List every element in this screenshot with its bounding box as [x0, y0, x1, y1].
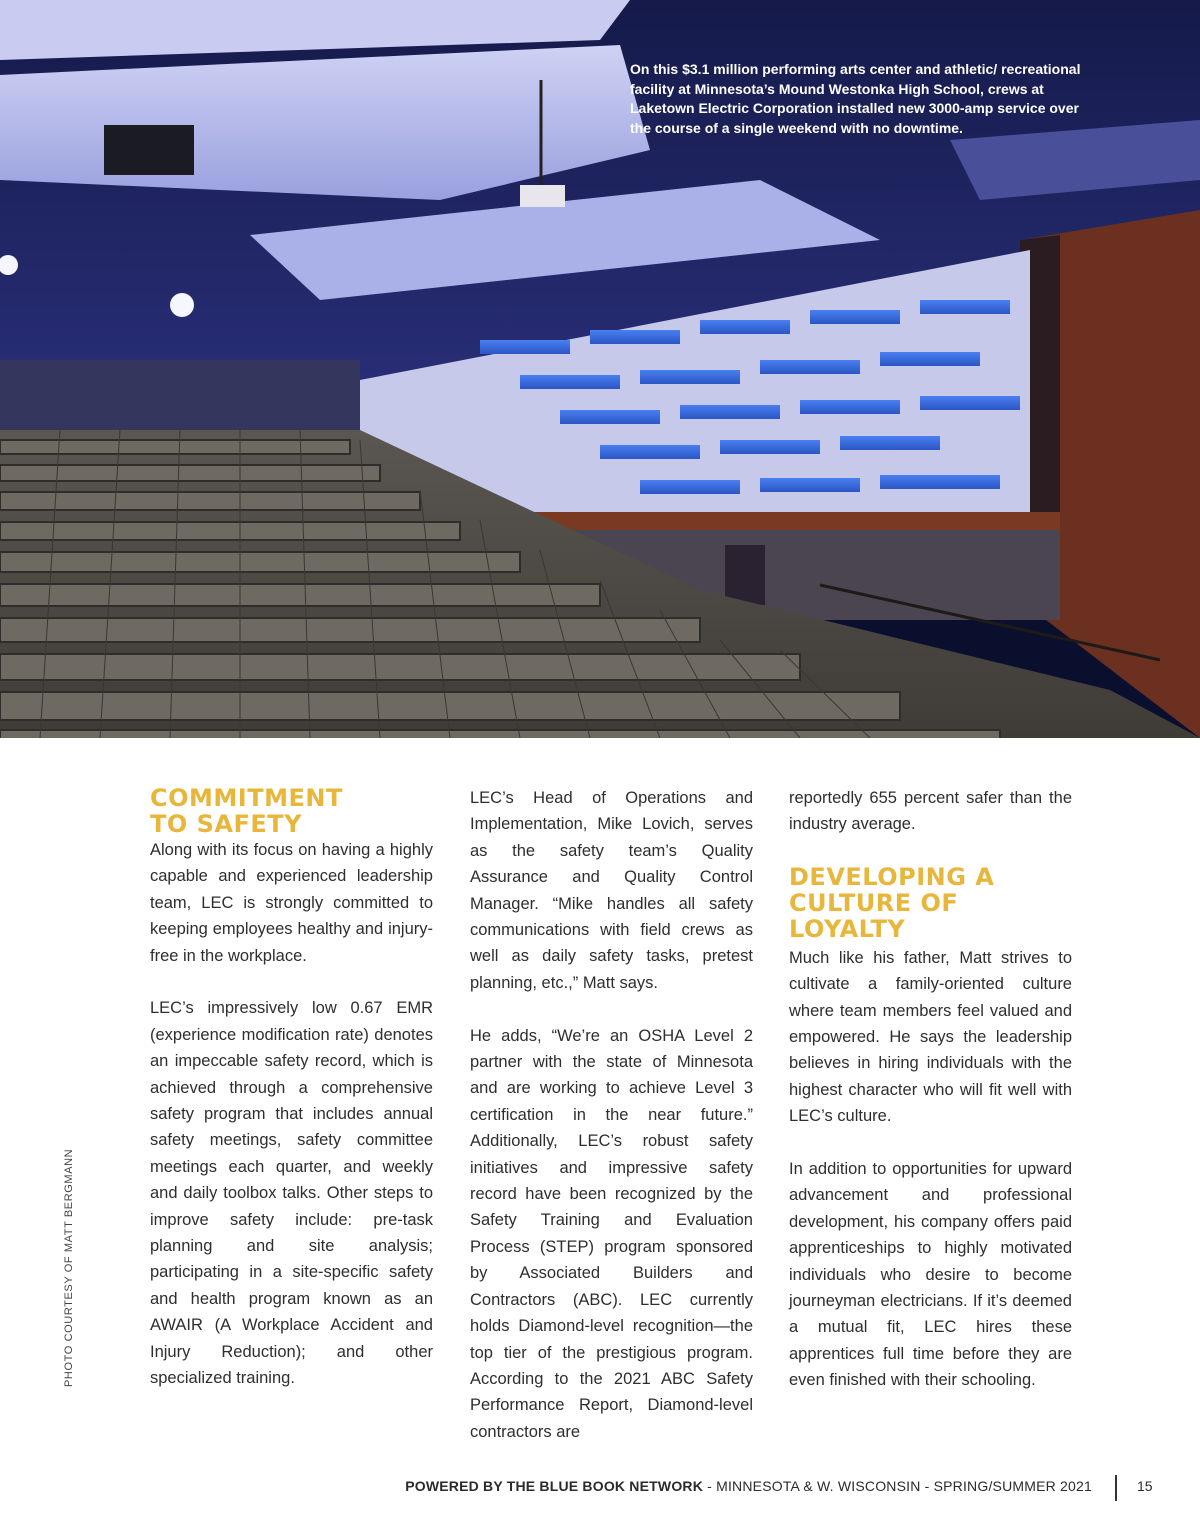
projector	[104, 125, 194, 175]
paragraph: LEC’s impressively low 0.67 EMR (experience modification rate) denotes an impeccable safety record, which is achieved through a comprehensive safety program that includes annual safety meetings, safety committee meetings each quarter, and weekly and daily toolbox talks. Other steps to improve safety include: pre-task planning and site analysis; participating in a site-specific safety and health program known as an AWAIR (A Workplace Accident and Injury Reduction); and other specialized training.	[150, 999, 433, 1388]
paragraph: He adds, “We’re an OSHA Level 2 partner with the state of Minnesota and are working to achieve Level 3 certification in the near future.” Additionally, LEC’s robust safety initiatives and impressive safety record have been recognized by the Safety Training and Evaluation Process (STEP) program sponsored by Associated Builders and Contractors (ABC). LEC currently holds Diamond-level recognition—the top tier of the prestigious program. According to the 2021 ABC Safety Performance Report, Diamond-level contractors are	[470, 1026, 753, 1441]
paragraph: Along with its focus on having a highly capable and experienced leadership team, LEC is strongly committed to keeping employees healthy and injury-free in the workplace.	[150, 841, 433, 965]
column-3	[789, 785, 1072, 1394]
footer-edition: - MINNESOTA & W. WISCONSIN - SPRING/SUMMER 2021	[703, 1478, 1092, 1494]
paragraph: reportedly 655 percent safer than the industry average.	[789, 789, 1072, 834]
footer-divider	[1115, 1475, 1117, 1501]
paragraph: In addition to opportunities for upward advancement and professional development, his company offers paid apprenticeships to highly motivated individuals who desire to become journeyman electricians. If it’s deemed a mutual fit, LEC hires these apprentices full time before they are even finished with their schooling.	[789, 1160, 1072, 1390]
photo-credit: PHOTO COURTESY OF MATT BERGMANN	[63, 1148, 75, 1387]
footer-text	[405, 1478, 1092, 1494]
photo-caption: On this $3.1 million performing arts center and athletic/ recreational facility at Minnesota’s Mound Westonka High School, crews at Laketown Electric Corporation installed new 3000-amp service over the course of a single weekend with no downtime.	[630, 61, 1081, 136]
heading-developing-culture: DEVELOPING A CULTURE OF LOYALTY	[789, 862, 995, 943]
page-number: 15	[1137, 1478, 1153, 1494]
paragraph: LEC’s Head of Operations and Implementation, Mike Lovich, serves as the safety team’s Quality Assurance and Quality Control Manager. “Mike handles all safety communications with field crews as well as daily safety tasks, pretest planning, etc.,” Matt says.	[470, 789, 753, 992]
column-2	[470, 785, 753, 1445]
heading-commitment-to-safety: COMMITMENT TO SAFETY	[150, 784, 343, 838]
column-1	[150, 785, 433, 1392]
paragraph: Much like his father, Matt strives to cultivate a family-oriented culture where team members feel valued and empowered. He says the leadership believes in hiring individuals with the highest character who will fit well with LEC’s culture.	[789, 948, 1072, 1126]
hero-photo	[0, 0, 1200, 738]
footer-brand: POWERED BY THE BLUE BOOK NETWORK	[405, 1478, 704, 1494]
